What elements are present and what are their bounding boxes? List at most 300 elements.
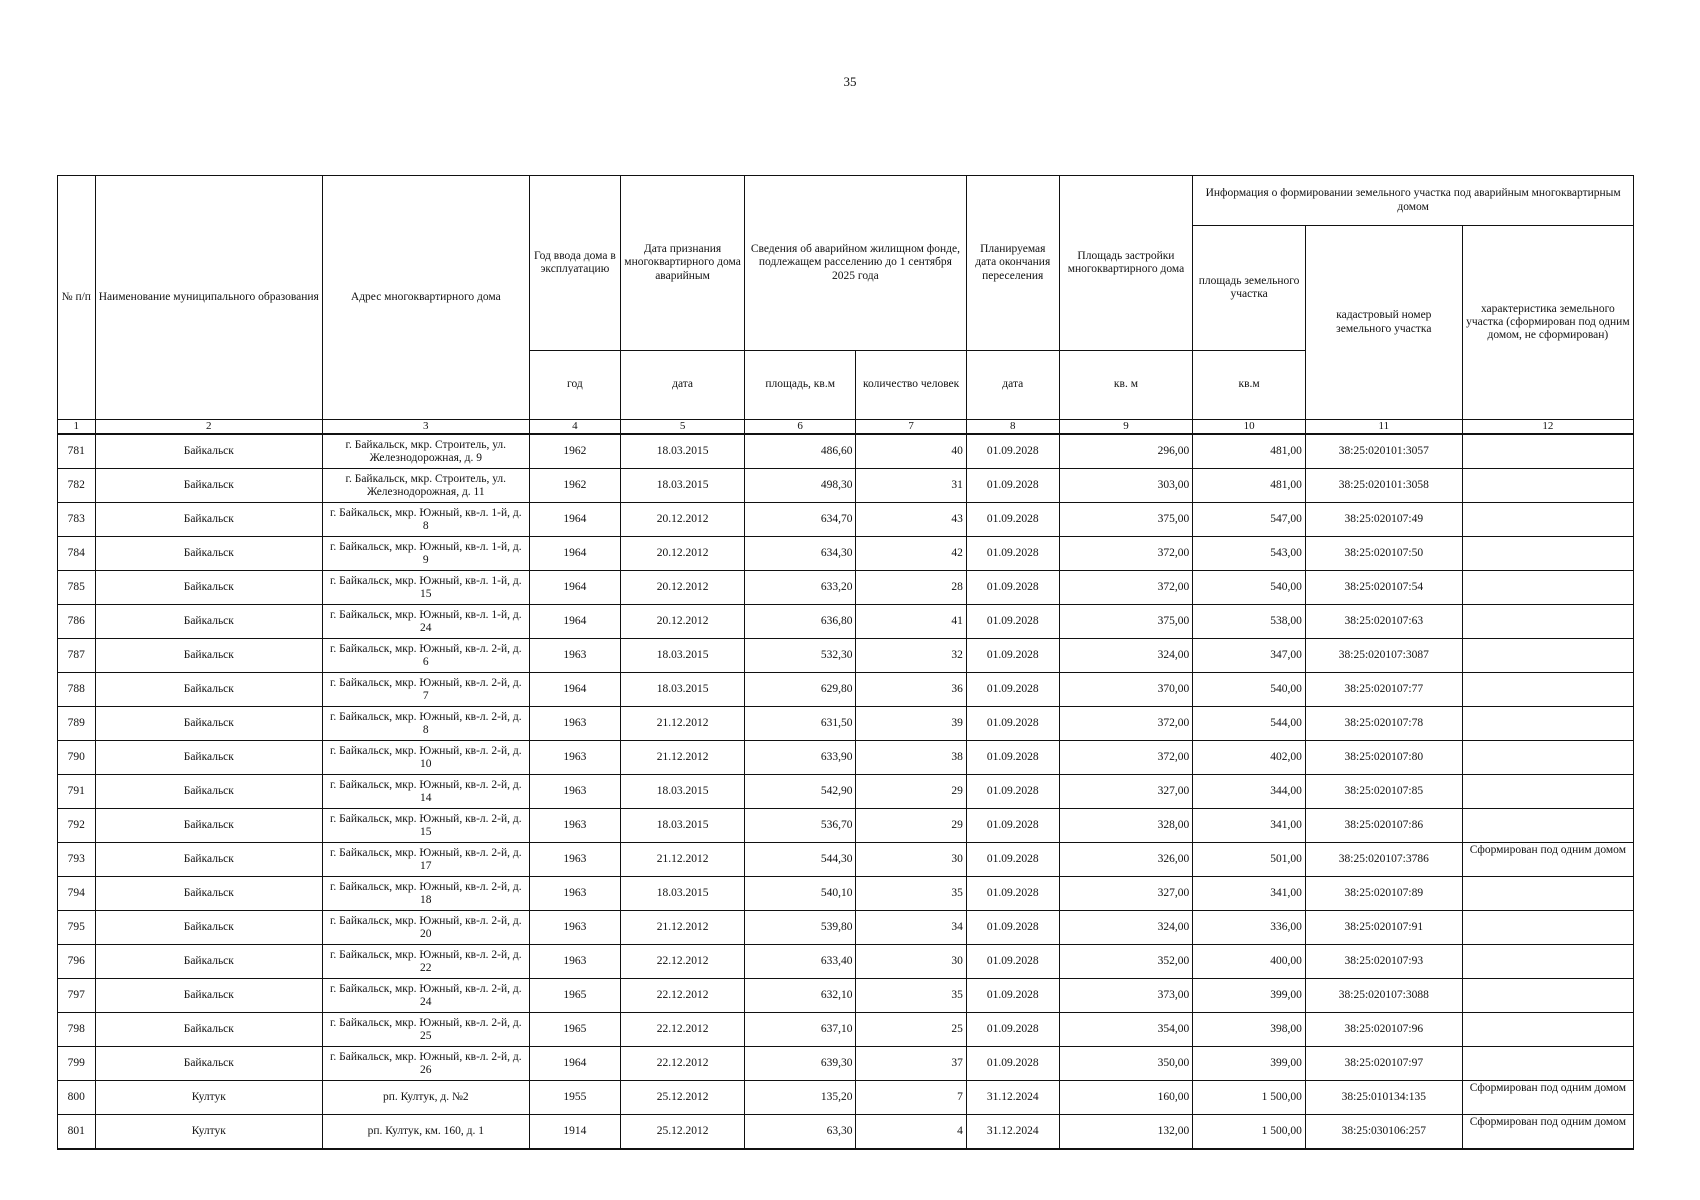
row-land-area: 544,00 xyxy=(1193,707,1306,741)
table-row xyxy=(58,1013,1634,1047)
row-recognition-date: 22.12.2012 xyxy=(621,945,745,979)
row-building-area: 373,00 xyxy=(1059,979,1193,1013)
row-land-characteristic xyxy=(1462,707,1633,741)
row-building-area: 370,00 xyxy=(1059,673,1193,707)
row-building-area: 375,00 xyxy=(1059,605,1193,639)
unit-planned-date: дата xyxy=(966,351,1059,420)
row-year-built: 1963 xyxy=(529,945,621,979)
row-area: 536,70 xyxy=(744,809,856,843)
resettlement-table xyxy=(57,175,1634,1150)
header-num: № п/п xyxy=(58,176,96,420)
row-municipality: Байкальск xyxy=(95,979,323,1013)
row-people: 35 xyxy=(856,979,966,1013)
unit-building-sqm: кв. м xyxy=(1059,351,1193,420)
row-year-built: 1963 xyxy=(529,809,621,843)
row-recognition-date: 22.12.2012 xyxy=(621,1013,745,1047)
row-area: 63,30 xyxy=(744,1115,856,1150)
row-building-area: 352,00 xyxy=(1059,945,1193,979)
row-recognition-date: 22.12.2012 xyxy=(621,1047,745,1081)
row-area: 486,60 xyxy=(744,434,856,469)
row-planned-date: 01.09.2028 xyxy=(966,843,1059,877)
row-recognition-date: 18.03.2015 xyxy=(621,673,745,707)
unit-date: дата xyxy=(621,351,745,420)
row-municipality: Байкальск xyxy=(95,673,323,707)
table-row xyxy=(58,469,1634,503)
row-planned-date: 01.09.2028 xyxy=(966,503,1059,537)
row-land-area: 398,00 xyxy=(1193,1013,1306,1047)
column-number: 4 xyxy=(529,420,621,435)
unit-area: площадь, кв.м xyxy=(744,351,856,420)
column-number: 10 xyxy=(1193,420,1306,435)
row-number: 792 xyxy=(58,809,96,843)
row-cadastral-number: 38:25:020101:3057 xyxy=(1305,434,1462,469)
row-address: г. Байкальск, мкр. Южный, кв-л. 2-й, д. 20 xyxy=(323,911,530,945)
row-land-area: 399,00 xyxy=(1193,979,1306,1013)
row-building-area: 160,00 xyxy=(1059,1081,1193,1115)
row-cadastral-number: 38:25:020107:86 xyxy=(1305,809,1462,843)
row-cadastral-number: 38:25:020101:3058 xyxy=(1305,469,1462,503)
row-cadastral-number: 38:25:020107:96 xyxy=(1305,1013,1462,1047)
row-land-characteristic xyxy=(1462,741,1633,775)
row-municipality: Байкальск xyxy=(95,605,323,639)
table-row xyxy=(58,1081,1634,1115)
row-building-area: 326,00 xyxy=(1059,843,1193,877)
table-row xyxy=(58,979,1634,1013)
column-number: 2 xyxy=(95,420,323,435)
row-cadastral-number: 38:25:020107:91 xyxy=(1305,911,1462,945)
row-year-built: 1964 xyxy=(529,503,621,537)
row-building-area: 327,00 xyxy=(1059,877,1193,911)
row-land-characteristic xyxy=(1462,979,1633,1013)
row-people: 31 xyxy=(856,469,966,503)
row-year-built: 1964 xyxy=(529,537,621,571)
table-row xyxy=(58,843,1634,877)
row-people: 42 xyxy=(856,537,966,571)
row-land-characteristic xyxy=(1462,911,1633,945)
column-number: 1 xyxy=(58,420,96,435)
row-address: г. Байкальск, мкр. Южный, кв-л. 2-й, д. 6 xyxy=(323,639,530,673)
row-number: 786 xyxy=(58,605,96,639)
row-land-characteristic xyxy=(1462,1047,1633,1081)
row-address: г. Байкальск, мкр. Строитель, ул. Железнодорожная, д. 11 xyxy=(323,469,530,503)
row-planned-date: 31.12.2024 xyxy=(966,1115,1059,1150)
row-address: г. Байкальск, мкр. Южный, кв-л. 2-й, д. 25 xyxy=(323,1013,530,1047)
column-number: 8 xyxy=(966,420,1059,435)
row-year-built: 1964 xyxy=(529,673,621,707)
row-cadastral-number: 38:25:030106:257 xyxy=(1305,1115,1462,1150)
row-planned-date: 01.09.2028 xyxy=(966,979,1059,1013)
row-land-area: 481,00 xyxy=(1193,434,1306,469)
row-year-built: 1964 xyxy=(529,605,621,639)
row-municipality: Байкальск xyxy=(95,537,323,571)
row-people: 4 xyxy=(856,1115,966,1150)
row-building-area: 372,00 xyxy=(1059,537,1193,571)
row-people: 40 xyxy=(856,434,966,469)
unit-people: количество человек xyxy=(856,351,966,420)
row-land-characteristic xyxy=(1462,503,1633,537)
row-cadastral-number: 38:25:020107:50 xyxy=(1305,537,1462,571)
column-number: 9 xyxy=(1059,420,1193,435)
row-year-built: 1965 xyxy=(529,1013,621,1047)
row-year-built: 1962 xyxy=(529,434,621,469)
row-land-area: 399,00 xyxy=(1193,1047,1306,1081)
row-land-area: 400,00 xyxy=(1193,945,1306,979)
row-address: г. Байкальск, мкр. Южный, кв-л. 1-й, д. 9 xyxy=(323,537,530,571)
row-area: 631,50 xyxy=(744,707,856,741)
row-address: г. Байкальск, мкр. Южный, кв-л. 1-й, д. 8 xyxy=(323,503,530,537)
row-recognition-date: 21.12.2012 xyxy=(621,707,745,741)
row-planned-date: 31.12.2024 xyxy=(966,1081,1059,1115)
row-cadastral-number: 38:25:020107:78 xyxy=(1305,707,1462,741)
row-number: 800 xyxy=(58,1081,96,1115)
row-cadastral-number: 38:25:010134:135 xyxy=(1305,1081,1462,1115)
row-municipality: Байкальск xyxy=(95,775,323,809)
row-people: 34 xyxy=(856,911,966,945)
row-people: 30 xyxy=(856,945,966,979)
row-year-built: 1962 xyxy=(529,469,621,503)
unit-land-sqm: кв.м xyxy=(1193,351,1306,420)
row-recognition-date: 21.12.2012 xyxy=(621,911,745,945)
row-recognition-date: 20.12.2012 xyxy=(621,571,745,605)
row-area: 539,80 xyxy=(744,911,856,945)
row-land-area: 341,00 xyxy=(1193,877,1306,911)
row-building-area: 375,00 xyxy=(1059,503,1193,537)
row-land-area: 501,00 xyxy=(1193,843,1306,877)
row-land-area: 481,00 xyxy=(1193,469,1306,503)
row-planned-date: 01.09.2028 xyxy=(966,605,1059,639)
row-municipality: Байкальск xyxy=(95,434,323,469)
row-number: 793 xyxy=(58,843,96,877)
table-row xyxy=(58,945,1634,979)
row-municipality: Байкальск xyxy=(95,503,323,537)
row-planned-date: 01.09.2028 xyxy=(966,775,1059,809)
column-number: 12 xyxy=(1462,420,1633,435)
row-land-characteristic xyxy=(1462,673,1633,707)
row-address: г. Байкальск, мкр. Южный, кв-л. 2-й, д. 17 xyxy=(323,843,530,877)
row-recognition-date: 20.12.2012 xyxy=(621,503,745,537)
row-people: 39 xyxy=(856,707,966,741)
row-planned-date: 01.09.2028 xyxy=(966,469,1059,503)
row-address: г. Байкальск, мкр. Южный, кв-л. 2-й, д. 24 xyxy=(323,979,530,1013)
row-municipality: Байкальск xyxy=(95,843,323,877)
row-number: 787 xyxy=(58,639,96,673)
row-year-built: 1963 xyxy=(529,877,621,911)
row-building-area: 372,00 xyxy=(1059,571,1193,605)
row-people: 43 xyxy=(856,503,966,537)
row-recognition-date: 18.03.2015 xyxy=(621,434,745,469)
column-number: 6 xyxy=(744,420,856,435)
row-municipality: Байкальск xyxy=(95,1013,323,1047)
row-cadastral-number: 38:25:020107:3087 xyxy=(1305,639,1462,673)
row-building-area: 132,00 xyxy=(1059,1115,1193,1150)
header-address: Адрес многоквартирного дома xyxy=(323,176,530,420)
row-land-characteristic xyxy=(1462,1013,1633,1047)
row-number: 798 xyxy=(58,1013,96,1047)
column-number: 11 xyxy=(1305,420,1462,435)
column-number-row xyxy=(58,420,1634,435)
row-planned-date: 01.09.2028 xyxy=(966,639,1059,673)
row-building-area: 350,00 xyxy=(1059,1047,1193,1081)
row-area: 633,20 xyxy=(744,571,856,605)
row-planned-date: 01.09.2028 xyxy=(966,945,1059,979)
header-municipality: Наименование муниципального образования xyxy=(95,176,323,420)
row-land-area: 540,00 xyxy=(1193,673,1306,707)
row-address: г. Байкальск, мкр. Южный, кв-л. 2-й, д. 26 xyxy=(323,1047,530,1081)
row-building-area: 372,00 xyxy=(1059,707,1193,741)
row-number: 789 xyxy=(58,707,96,741)
row-municipality: Байкальск xyxy=(95,1047,323,1081)
column-number: 7 xyxy=(856,420,966,435)
row-cadastral-number: 38:25:020107:54 xyxy=(1305,571,1462,605)
row-land-characteristic xyxy=(1462,809,1633,843)
row-area: 540,10 xyxy=(744,877,856,911)
row-municipality: Байкальск xyxy=(95,469,323,503)
table-header xyxy=(58,176,1634,435)
row-area: 639,30 xyxy=(744,1047,856,1081)
row-recognition-date: 25.12.2012 xyxy=(621,1081,745,1115)
row-recognition-date: 22.12.2012 xyxy=(621,979,745,1013)
row-municipality: Байкальск xyxy=(95,639,323,673)
header-year-built: Год ввода дома в эксплуатацию xyxy=(529,176,621,351)
row-people: 29 xyxy=(856,809,966,843)
row-municipality: Байкальск xyxy=(95,809,323,843)
row-number: 797 xyxy=(58,979,96,1013)
row-municipality: Култук xyxy=(95,1115,323,1150)
header-land-area: площадь земельного участка xyxy=(1193,226,1306,351)
table-row xyxy=(58,1047,1634,1081)
row-number: 799 xyxy=(58,1047,96,1081)
row-land-characteristic xyxy=(1462,469,1633,503)
row-building-area: 324,00 xyxy=(1059,911,1193,945)
table-body xyxy=(58,434,1634,1149)
table-row xyxy=(58,809,1634,843)
row-people: 28 xyxy=(856,571,966,605)
row-address: г. Байкальск, мкр. Южный, кв-л. 2-й, д. 14 xyxy=(323,775,530,809)
row-land-area: 547,00 xyxy=(1193,503,1306,537)
table-row xyxy=(58,775,1634,809)
row-land-characteristic xyxy=(1462,537,1633,571)
row-recognition-date: 20.12.2012 xyxy=(621,537,745,571)
row-building-area: 296,00 xyxy=(1059,434,1193,469)
row-people: 41 xyxy=(856,605,966,639)
row-municipality: Байкальск xyxy=(95,707,323,741)
row-planned-date: 01.09.2028 xyxy=(966,1047,1059,1081)
row-number: 781 xyxy=(58,434,96,469)
row-cadastral-number: 38:25:020107:3088 xyxy=(1305,979,1462,1013)
table-row xyxy=(58,605,1634,639)
row-land-characteristic: Сформирован под одним домом xyxy=(1462,1115,1633,1150)
header-land-info: Информация о формировании земельного участка под аварийным многоквартирным домом xyxy=(1193,176,1634,226)
row-address: г. Байкальск, мкр. Южный, кв-л. 2-й, д. 7 xyxy=(323,673,530,707)
row-year-built: 1963 xyxy=(529,639,621,673)
row-land-area: 402,00 xyxy=(1193,741,1306,775)
row-land-area: 540,00 xyxy=(1193,571,1306,605)
row-planned-date: 01.09.2028 xyxy=(966,434,1059,469)
row-land-characteristic xyxy=(1462,775,1633,809)
row-address: г. Байкальск, мкр. Южный, кв-л. 2-й, д. 22 xyxy=(323,945,530,979)
header-emergency-fund: Сведения об аварийном жилищном фонде, подлежащем расселению до 1 сентября 2025 года xyxy=(744,176,966,351)
row-land-area: 1 500,00 xyxy=(1193,1081,1306,1115)
row-municipality: Байкальск xyxy=(95,945,323,979)
row-land-area: 1 500,00 xyxy=(1193,1115,1306,1150)
row-year-built: 1963 xyxy=(529,911,621,945)
row-land-characteristic xyxy=(1462,945,1633,979)
table-row xyxy=(58,434,1634,469)
row-number: 790 xyxy=(58,741,96,775)
row-address: г. Байкальск, мкр. Южный, кв-л. 1-й, д. 15 xyxy=(323,571,530,605)
row-planned-date: 01.09.2028 xyxy=(966,673,1059,707)
table-row xyxy=(58,503,1634,537)
row-municipality: Байкальск xyxy=(95,877,323,911)
row-municipality: Култук xyxy=(95,1081,323,1115)
row-planned-date: 01.09.2028 xyxy=(966,911,1059,945)
row-area: 637,10 xyxy=(744,1013,856,1047)
row-number: 795 xyxy=(58,911,96,945)
table-row xyxy=(58,877,1634,911)
row-land-characteristic: Сформирован под одним домом xyxy=(1462,1081,1633,1115)
row-recognition-date: 18.03.2015 xyxy=(621,639,745,673)
row-land-area: 538,00 xyxy=(1193,605,1306,639)
row-recognition-date: 18.03.2015 xyxy=(621,877,745,911)
row-people: 35 xyxy=(856,877,966,911)
row-year-built: 1964 xyxy=(529,1047,621,1081)
row-area: 629,80 xyxy=(744,673,856,707)
row-year-built: 1963 xyxy=(529,741,621,775)
row-land-area: 336,00 xyxy=(1193,911,1306,945)
row-land-characteristic xyxy=(1462,605,1633,639)
row-number: 783 xyxy=(58,503,96,537)
row-area: 636,80 xyxy=(744,605,856,639)
row-municipality: Байкальск xyxy=(95,741,323,775)
row-building-area: 327,00 xyxy=(1059,775,1193,809)
table-row xyxy=(58,911,1634,945)
row-building-area: 328,00 xyxy=(1059,809,1193,843)
row-cadastral-number: 38:25:020107:77 xyxy=(1305,673,1462,707)
row-land-characteristic xyxy=(1462,434,1633,469)
row-land-area: 341,00 xyxy=(1193,809,1306,843)
row-recognition-date: 25.12.2012 xyxy=(621,1115,745,1150)
table-row xyxy=(58,639,1634,673)
row-planned-date: 01.09.2028 xyxy=(966,1013,1059,1047)
column-number: 5 xyxy=(621,420,745,435)
row-people: 36 xyxy=(856,673,966,707)
row-number: 784 xyxy=(58,537,96,571)
row-recognition-date: 21.12.2012 xyxy=(621,843,745,877)
row-cadastral-number: 38:25:020107:89 xyxy=(1305,877,1462,911)
row-people: 29 xyxy=(856,775,966,809)
row-year-built: 1963 xyxy=(529,775,621,809)
table-row xyxy=(58,537,1634,571)
row-year-built: 1914 xyxy=(529,1115,621,1150)
row-planned-date: 01.09.2028 xyxy=(966,741,1059,775)
row-address: г. Байкальск, мкр. Строитель, ул. Железнодорожная, д. 9 xyxy=(323,434,530,469)
row-building-area: 372,00 xyxy=(1059,741,1193,775)
table-row xyxy=(58,1115,1634,1150)
row-cadastral-number: 38:25:020107:63 xyxy=(1305,605,1462,639)
row-area: 633,90 xyxy=(744,741,856,775)
row-cadastral-number: 38:25:020107:85 xyxy=(1305,775,1462,809)
row-cadastral-number: 38:25:020107:93 xyxy=(1305,945,1462,979)
row-address: рп. Култук, д. №2 xyxy=(323,1081,530,1115)
row-land-characteristic xyxy=(1462,877,1633,911)
row-address: г. Байкальск, мкр. Южный, кв-л. 2-й, д. 15 xyxy=(323,809,530,843)
row-number: 785 xyxy=(58,571,96,605)
row-address: г. Байкальск, мкр. Южный, кв-л. 2-й, д. 8 xyxy=(323,707,530,741)
row-people: 37 xyxy=(856,1047,966,1081)
header-cadastral: кадастровый номер земельного участка xyxy=(1305,226,1462,420)
row-planned-date: 01.09.2028 xyxy=(966,537,1059,571)
row-number: 788 xyxy=(58,673,96,707)
row-cadastral-number: 38:25:020107:3786 xyxy=(1305,843,1462,877)
row-recognition-date: 20.12.2012 xyxy=(621,605,745,639)
row-area: 634,70 xyxy=(744,503,856,537)
row-planned-date: 01.09.2028 xyxy=(966,707,1059,741)
row-address: рп. Култук, км. 160, д. 1 xyxy=(323,1115,530,1150)
row-recognition-date: 18.03.2015 xyxy=(621,809,745,843)
row-number: 782 xyxy=(58,469,96,503)
row-land-area: 543,00 xyxy=(1193,537,1306,571)
row-planned-date: 01.09.2028 xyxy=(966,877,1059,911)
row-cadastral-number: 38:25:020107:80 xyxy=(1305,741,1462,775)
row-building-area: 354,00 xyxy=(1059,1013,1193,1047)
row-people: 38 xyxy=(856,741,966,775)
row-area: 135,20 xyxy=(744,1081,856,1115)
row-recognition-date: 18.03.2015 xyxy=(621,469,745,503)
row-planned-date: 01.09.2028 xyxy=(966,809,1059,843)
row-number: 801 xyxy=(58,1115,96,1150)
row-people: 7 xyxy=(856,1081,966,1115)
row-number: 796 xyxy=(58,945,96,979)
column-number: 3 xyxy=(323,420,530,435)
row-people: 25 xyxy=(856,1013,966,1047)
header-planned-date: Планируемая дата окончания переселения xyxy=(966,176,1059,351)
row-address: г. Байкальск, мкр. Южный, кв-л. 2-й, д. 18 xyxy=(323,877,530,911)
row-area: 498,30 xyxy=(744,469,856,503)
row-area: 632,10 xyxy=(744,979,856,1013)
row-municipality: Байкальск xyxy=(95,571,323,605)
table-row xyxy=(58,707,1634,741)
row-year-built: 1965 xyxy=(529,979,621,1013)
row-land-characteristic xyxy=(1462,571,1633,605)
header-land-char: характеристика земельного участка (сформирован под одним домом, не сформирован) xyxy=(1462,226,1633,420)
row-address: г. Байкальск, мкр. Южный, кв-л. 2-й, д. 10 xyxy=(323,741,530,775)
row-area: 634,30 xyxy=(744,537,856,571)
row-address: г. Байкальск, мкр. Южный, кв-л. 1-й, д. 24 xyxy=(323,605,530,639)
row-building-area: 303,00 xyxy=(1059,469,1193,503)
row-land-area: 344,00 xyxy=(1193,775,1306,809)
row-people: 32 xyxy=(856,639,966,673)
row-land-area: 347,00 xyxy=(1193,639,1306,673)
row-number: 791 xyxy=(58,775,96,809)
row-land-characteristic: Сформирован под одним домом xyxy=(1462,843,1633,877)
row-recognition-date: 18.03.2015 xyxy=(621,775,745,809)
table-row xyxy=(58,741,1634,775)
page-number: 35 xyxy=(843,74,857,89)
row-people: 30 xyxy=(856,843,966,877)
row-area: 542,90 xyxy=(744,775,856,809)
row-cadastral-number: 38:25:020107:49 xyxy=(1305,503,1462,537)
header-recognition-date: Дата признания многоквартирного дома аварийным xyxy=(621,176,745,351)
table-row xyxy=(58,673,1634,707)
row-building-area: 324,00 xyxy=(1059,639,1193,673)
row-area: 532,30 xyxy=(744,639,856,673)
row-year-built: 1955 xyxy=(529,1081,621,1115)
row-cadastral-number: 38:25:020107:97 xyxy=(1305,1047,1462,1081)
row-planned-date: 01.09.2028 xyxy=(966,571,1059,605)
row-recognition-date: 21.12.2012 xyxy=(621,741,745,775)
row-municipality: Байкальск xyxy=(95,911,323,945)
row-year-built: 1964 xyxy=(529,571,621,605)
